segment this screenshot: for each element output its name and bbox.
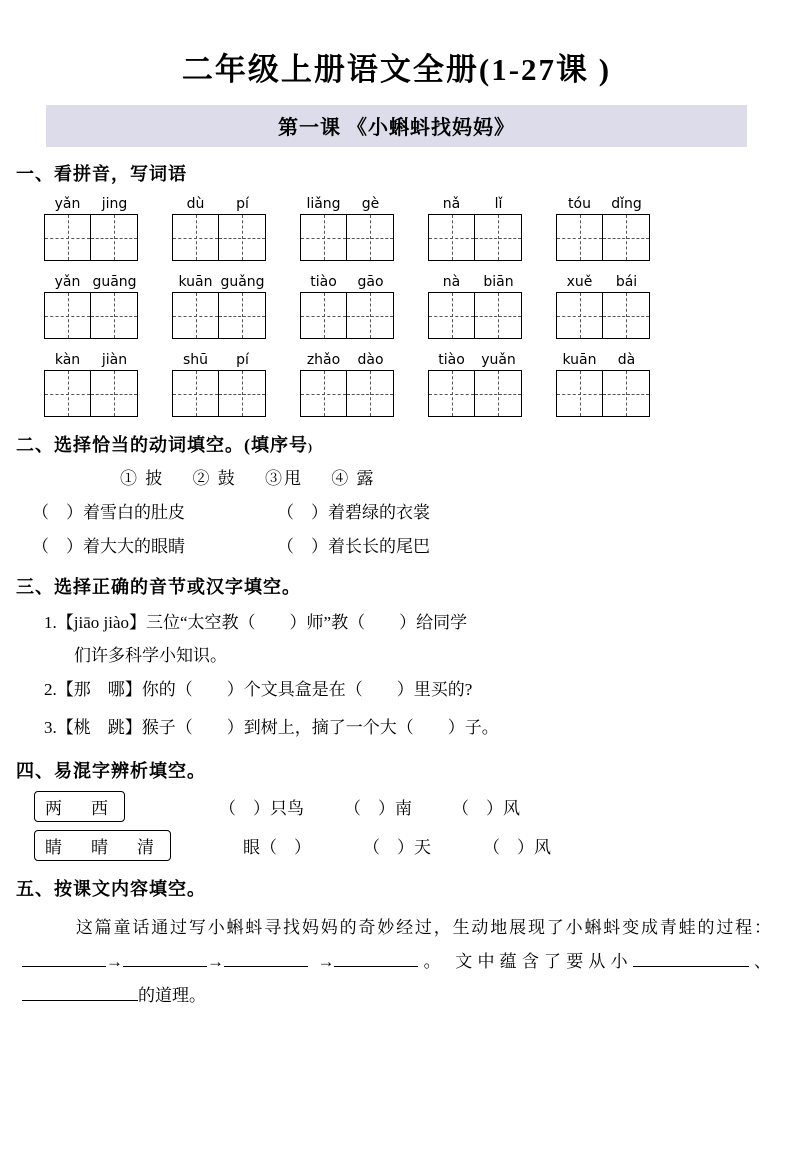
verb-fill-blank[interactable]: （ ）着雪白的肚皮 (32, 503, 185, 522)
pinyin-syllable: dà (617, 352, 636, 368)
pinyin-row-1 (44, 192, 749, 212)
pinyin-row-3 (44, 348, 749, 368)
section-1-heading: 一、看拼音，写词语 (16, 164, 187, 184)
tianzige-row-2 (44, 292, 749, 339)
tianzige-word[interactable] (428, 292, 522, 339)
confusable-prefix (243, 833, 311, 858)
confusable-blank[interactable]: （ ）风 (452, 799, 520, 819)
tianzige-cell[interactable] (219, 292, 266, 339)
tianzige-cell[interactable] (603, 292, 650, 339)
arrow-glyph: → (207, 952, 224, 972)
tianzige-cell[interactable] (91, 292, 138, 339)
verb-fill-blank[interactable]: （ ）着大大的眼睛 (32, 537, 185, 556)
question-number: 3. (44, 717, 57, 737)
tianzige-word[interactable] (44, 292, 138, 339)
tianzige-cell[interactable] (91, 370, 138, 417)
confusable-row-1 (34, 791, 793, 822)
pinyin-syllable: tiào (438, 352, 465, 368)
tianzige-word[interactable] (428, 370, 522, 417)
pinyin-syllable: tóu (568, 196, 591, 212)
tianzige-cell[interactable] (475, 214, 522, 261)
worksheet-page (0, 44, 793, 1166)
section-2-heading-text: 二、选择恰当的动词填空。(填序号 (16, 435, 308, 455)
tianzige-cell[interactable] (300, 292, 347, 339)
pinyin-row-2 (44, 270, 749, 290)
pinyin-syllable: dào (357, 352, 384, 368)
pinyin-syllable: gè (361, 196, 380, 212)
tianzige-cell[interactable] (219, 214, 266, 261)
pinyin-syllable: dǐng (611, 196, 642, 212)
answer-blank[interactable] (22, 966, 106, 967)
question-number: 1. (44, 613, 57, 632)
paragraph-text-e: 、 (748, 952, 772, 972)
verb-option-2[interactable]: ② 鼓 (192, 469, 237, 488)
confusable-blank[interactable]: （ ）南 (344, 799, 412, 819)
confusable-prefix-text: 眼 (243, 838, 260, 858)
tianzige-cell[interactable] (347, 292, 394, 339)
tianzige-cell[interactable] (172, 292, 219, 339)
question-text: 【jiāo jiào】三位“太空教（ ）师”教（ ）给同学 (56, 613, 468, 632)
tianzige-cell[interactable] (347, 370, 394, 417)
paragraph-text-f: 的道理。 (138, 986, 206, 1006)
question-text: 【那 哪】你的（ ）个文具盒是在（ ）里买的? (56, 680, 473, 700)
paragraph-text-c: 。 文中蕴含了要从 (418, 952, 611, 972)
section-3-heading: 三、选择正确的音节或汉字填空。 (16, 577, 301, 597)
page-title: 二年级上册语文全册(1-27课 ) (181, 52, 612, 87)
tianzige-cell[interactable] (172, 370, 219, 417)
confusable-blank[interactable]: （ ）只鸟 (219, 799, 304, 819)
tianzige-cell[interactable] (44, 214, 91, 261)
confusable-char-box[interactable]: 两 西 (34, 791, 125, 822)
confusable-row-2 (34, 830, 793, 861)
question-text: 【桃 跳】猴子（ ）到树上，摘了一个大（ ）子。 (56, 717, 499, 737)
verb-option-3[interactable]: ③甩 (265, 469, 303, 488)
pinyin-grid-block (0, 192, 793, 417)
confusable-blank[interactable]: （ ）风 (483, 838, 551, 858)
tianzige-word[interactable] (172, 214, 266, 261)
pinyin-syllable: tiào (310, 274, 337, 290)
tianzige-cell[interactable] (428, 292, 475, 339)
tianzige-cell[interactable] (428, 214, 475, 261)
tianzige-cell[interactable] (44, 292, 91, 339)
arrow-glyph: → (106, 952, 123, 972)
verb-fill-blank[interactable]: （ ）着碧绿的衣裳 (277, 503, 430, 522)
pinyin-syllable: lǐ (494, 196, 503, 212)
pinyin-syllable: yǎn (54, 196, 81, 212)
paragraph-text-a: 这篇童话通过写小蝌蚪寻找妈妈的奇妙经过，生动地展现了小蝌蚪变成 (74, 918, 660, 938)
tianzige-cell[interactable] (603, 214, 650, 261)
pinyin-syllable: dù (186, 196, 205, 212)
pinyin-syllable: nǎ (442, 196, 461, 212)
tianzige-cell[interactable] (219, 370, 266, 417)
pinyin-syllable: zhǎo (306, 352, 341, 368)
pinyin-syllable: guǎng (220, 274, 265, 290)
pinyin-syllable: pí (236, 196, 249, 212)
tianzige-word[interactable] (556, 292, 650, 339)
answer-blank[interactable] (224, 966, 308, 967)
tianzige-word[interactable] (44, 370, 138, 417)
tianzige-cell[interactable] (556, 370, 603, 417)
tianzige-cell[interactable] (300, 370, 347, 417)
tianzige-word[interactable] (300, 370, 394, 417)
section-2-heading-tail: ) (308, 440, 313, 454)
tianzige-word[interactable] (556, 214, 650, 261)
section-4-heading: 四、易混字辨析填空。 (16, 761, 206, 782)
pinyin-syllable: liǎng (306, 196, 341, 212)
question-item-1[interactable] (44, 610, 793, 636)
verb-fill-row-1 (0, 498, 793, 523)
tianzige-cell[interactable] (44, 370, 91, 417)
answer-blank[interactable] (633, 966, 749, 967)
tianzige-word[interactable] (44, 214, 138, 261)
section-5-paragraph (22, 911, 771, 1013)
tianzige-cell[interactable] (347, 214, 394, 261)
pinyin-syllable: kuān (178, 274, 213, 290)
verb-option-1[interactable]: ① 披 (120, 469, 165, 488)
confusable-blank[interactable]: （ ）天 (363, 838, 431, 858)
verb-fill-row-2 (0, 532, 793, 557)
question-item-1-continued: 们许多科学小知识。 (74, 646, 227, 666)
tianzige-word[interactable] (428, 214, 522, 261)
tianzige-word[interactable] (556, 370, 650, 417)
pinyin-syllable: guāng (92, 274, 137, 290)
tianzige-row-1 (44, 214, 749, 261)
question-number: 2. (44, 680, 57, 700)
pinyin-syllable: kàn (54, 352, 81, 368)
tianzige-cell[interactable] (475, 370, 522, 417)
pinyin-syllable: pí (236, 352, 249, 368)
verb-fill-blank[interactable]: （ ）着长长的尾巴 (277, 537, 430, 556)
tianzige-word[interactable] (172, 370, 266, 417)
pinyin-syllable: jiàn (101, 352, 128, 368)
tianzige-word[interactable] (300, 292, 394, 339)
pinyin-syllable: kuān (562, 352, 597, 368)
pinyin-syllable: bái (615, 274, 638, 290)
question-item-3[interactable] (44, 715, 793, 741)
tianzige-cell[interactable] (556, 292, 603, 339)
tianzige-word[interactable] (300, 214, 394, 261)
pinyin-syllable: xuě (566, 274, 593, 290)
tianzige-cell[interactable] (428, 370, 475, 417)
lesson-banner: 第一课 《小蝌蚪找妈妈》 (46, 105, 747, 147)
verb-option-list (0, 464, 793, 489)
pinyin-syllable: shū (182, 352, 209, 368)
pinyin-syllable: yuǎn (481, 352, 516, 368)
tianzige-word[interactable] (172, 292, 266, 339)
arrow-glyph: → (317, 952, 335, 972)
verb-option-4[interactable]: ④ 露 (331, 469, 376, 488)
tianzige-cell[interactable] (172, 214, 219, 261)
section-2-heading (16, 431, 793, 457)
tianzige-cell[interactable] (91, 214, 138, 261)
tianzige-cell[interactable] (556, 214, 603, 261)
confusable-char-box[interactable]: 睛 晴 清 (34, 830, 171, 861)
pinyin-syllable: nà (442, 274, 461, 290)
paragraph-text-b: 青蛙的过程： (659, 918, 772, 938)
tianzige-cell[interactable] (603, 370, 650, 417)
tianzige-row-3 (44, 370, 749, 417)
tianzige-cell[interactable] (475, 292, 522, 339)
tianzige-cell[interactable] (300, 214, 347, 261)
section-5-heading: 五、按课文内容填空。 (16, 879, 206, 900)
question-item-2[interactable] (44, 677, 793, 703)
pinyin-syllable: gāo (357, 274, 384, 290)
answer-blank[interactable] (334, 966, 418, 967)
answer-blank[interactable] (22, 1000, 138, 1001)
answer-blank[interactable] (123, 966, 207, 967)
confusable-blank[interactable]: （ ） (260, 838, 311, 858)
pinyin-syllable: jing (101, 196, 128, 212)
paragraph-text-d: 小 (610, 952, 633, 972)
pinyin-syllable: yǎn (54, 274, 81, 290)
pinyin-syllable: biān (483, 274, 514, 290)
